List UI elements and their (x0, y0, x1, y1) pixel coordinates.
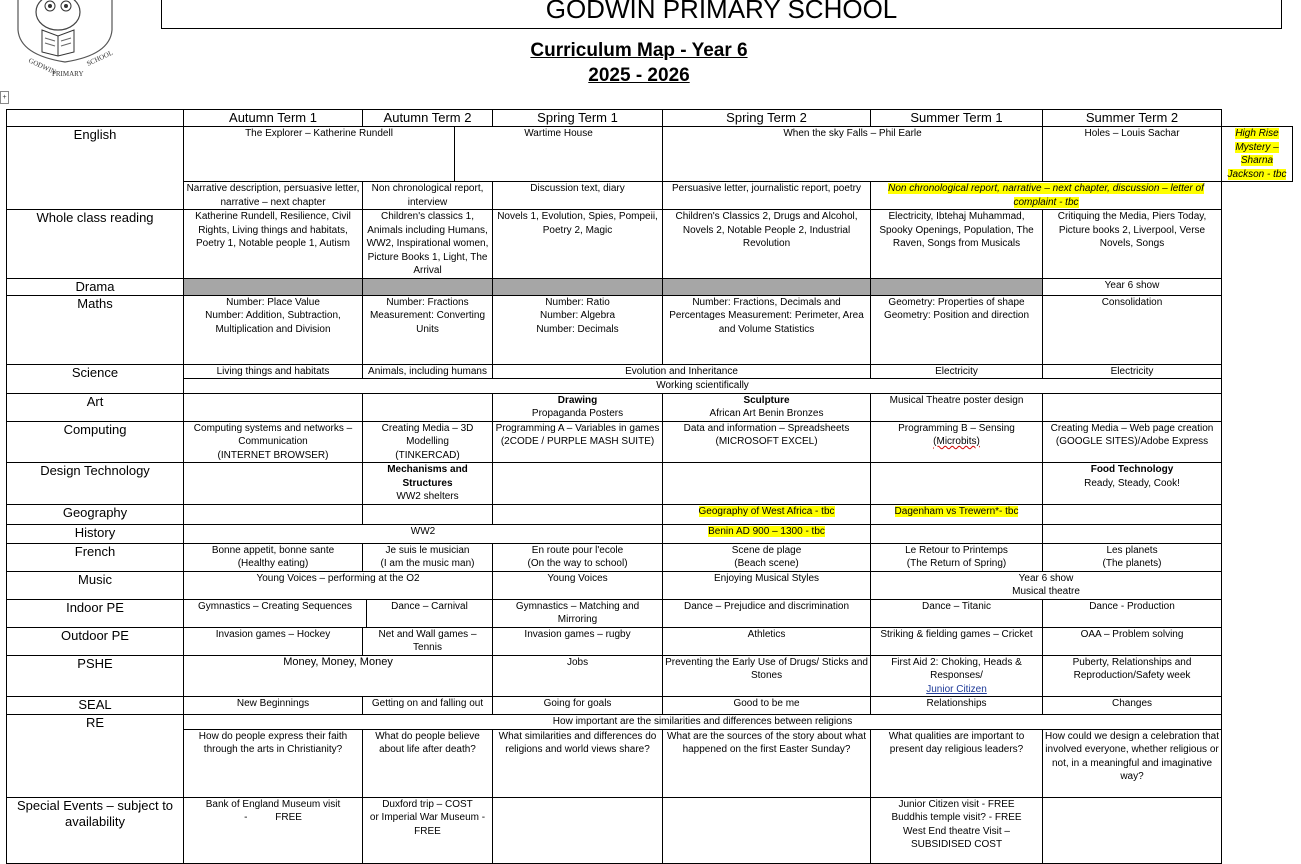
english-writing-highlighted: Non chronological report, narrative – next chapter, discussion – letter of complaint - tbc (871, 182, 1222, 210)
svg-text:SCHOOL: SCHOOL (85, 48, 115, 68)
art-cell: Sculpture African Art Benin Bronzes (663, 393, 871, 421)
french-cell: En route pour l'ecole (On the way to school) (493, 543, 663, 571)
empty-cell (871, 524, 1043, 543)
empty-grey-cell (663, 278, 871, 295)
term-header: Spring Term 2 (663, 110, 871, 127)
outdoor-pe-cell: Striking & fielding games – Cricket (871, 627, 1043, 655)
empty-cell (1043, 524, 1222, 543)
seal-row (7, 697, 1293, 715)
indoor-pe-cell: Gymnastics – Matching and Mirroring (493, 599, 663, 627)
re-question: How do people express their faith through the arts in Christianity? (184, 729, 363, 797)
science-all-year-row (7, 379, 1293, 394)
re-question: What qualities are important to present day religious leaders? (871, 729, 1043, 797)
french-row (7, 543, 1293, 571)
indoor-pe-cell: Dance – Carnival (367, 599, 493, 627)
dt-cell: Mechanisms and Structures WW2 shelters (363, 463, 493, 505)
drama-cell: Year 6 show (1043, 278, 1222, 295)
events-cell: Junior Citizen visit - FREE Buddhis temple visit? - FREE West End theatre Visit – SUBSIDISED COST (871, 797, 1043, 863)
school-name: GODWIN PRIMARY SCHOOL (545, 0, 898, 24)
music-cell: Young Voices (493, 571, 663, 599)
art-row (7, 393, 1293, 421)
reading-cell: Children's Classics 2, Drugs and Alcohol, Novels 2, Notable People 2, Industrial Revolution (663, 210, 871, 279)
subject-label: Geography (7, 504, 184, 524)
pshe-cell: Preventing the Early Use of Drugs/ Sticks and Stones (663, 655, 871, 697)
pshe-cell: Jobs (493, 655, 663, 697)
science-cell: Animals, including humans (363, 364, 493, 379)
re-question: What similarities and differences do religions and world views share? (493, 729, 663, 797)
subject-label: History (7, 524, 184, 543)
empty-cell (184, 393, 363, 421)
empty-cell (493, 504, 663, 524)
geography-row (7, 504, 1293, 524)
english-writing: Non chronological report, interview (363, 182, 493, 210)
svg-text:PRIMARY: PRIMARY (52, 70, 84, 78)
term-header: Spring Term 1 (493, 110, 663, 127)
outdoor-pe-cell: Athletics (663, 627, 871, 655)
curriculum-table (6, 109, 1293, 864)
empty-cell (663, 463, 871, 505)
maths-cell: Number: Place Value Number: Addition, Subtraction, Multiplication and Division (184, 295, 363, 364)
english-book-highlighted: High Rise Mystery – Sharna Jackson - tbc (1222, 127, 1293, 182)
english-books-row (7, 127, 1293, 182)
page-title: Curriculum Map - Year 6 (530, 40, 748, 61)
term-header: Summer Term 2 (1043, 110, 1222, 127)
school-year: 2025 - 2026 (588, 65, 690, 86)
outdoor-pe-cell: OAA – Problem solving (1043, 627, 1222, 655)
english-book: Wartime House (455, 127, 663, 182)
dt-row (7, 463, 1293, 505)
maths-cell: Geometry: Properties of shape Geometry: Position and direction (871, 295, 1043, 364)
seal-cell: Going for goals (493, 697, 663, 715)
empty-cell (184, 504, 363, 524)
pshe-row (7, 655, 1293, 697)
re-theme-row (7, 715, 1293, 730)
geography-cell: Geography of West Africa - tbc (663, 504, 871, 524)
re-question: How could we design a celebration that involved everyone, whether religious or not, in a meaningful and imaginative way? (1043, 729, 1222, 797)
english-book: The Explorer – Katherine Rundell (184, 127, 455, 182)
science-cell: Working scientifically (184, 379, 1222, 394)
reading-cell: Children's classics 1, Animals including Humans, WW2, Inspirational women, Picture Books 1, Light, The Arrival (363, 210, 493, 279)
re-theme-cell: How important are the similarities and differences between religions (184, 715, 1222, 730)
seal-cell: Getting on and falling out (363, 697, 493, 715)
art-cell: Drawing Propaganda Posters (493, 393, 663, 421)
term-header-row (7, 110, 1293, 127)
empty-cell (1043, 797, 1222, 863)
term-header: Summer Term 1 (871, 110, 1043, 127)
subject-label: Art (7, 393, 184, 421)
computing-cell: Creating Media – Web page creation (GOOGLE SITES)/Adobe Express (1043, 421, 1222, 463)
reading-cell: Novels 1, Evolution, Spies, Pompeii, Poetry 2, Magic (493, 210, 663, 279)
events-cell: Duxford trip – COST or Imperial War Museum - FREE (363, 797, 493, 863)
subject-label: English (7, 127, 184, 210)
maths-row (7, 295, 1293, 364)
history-cell: Benin AD 900 – 1300 - tbc (663, 524, 871, 543)
empty-cell (363, 393, 493, 421)
english-writing-row (7, 182, 1293, 210)
term-header: Autumn Term 1 (184, 110, 363, 127)
computing-cell: Computing systems and networks – Communication (INTERNET BROWSER) (184, 421, 363, 463)
french-cell: Le Retour to Printemps (The Return of Spring) (871, 543, 1043, 571)
outdoor-pe-cell: Invasion games – Hockey (184, 627, 363, 655)
term-header: Autumn Term 2 (363, 110, 493, 127)
english-book: When the sky Falls – Phil Earle (663, 127, 1043, 182)
outdoor-pe-cell: Net and Wall games – Tennis (363, 627, 493, 655)
subject-label: Computing (7, 421, 184, 463)
computing-row (7, 421, 1293, 463)
outdoor-pe-row (7, 627, 1293, 655)
reading-cell: Katherine Rundell, Resilience, Civil Rights, Living things and habitats, Poetry 1, Notable people 1, Autism (184, 210, 363, 279)
empty-cell (493, 797, 663, 863)
events-cell: Bank of England Museum visit - FREE (184, 797, 363, 863)
music-row (7, 571, 1293, 599)
empty-cell (663, 797, 871, 863)
re-question: What do people believe about life after death? (363, 729, 493, 797)
indoor-pe-cell: Dance - Production (1043, 599, 1222, 627)
drama-row (7, 278, 1293, 295)
subject-label: Design Technology (7, 463, 184, 505)
english-writing: Narrative description, persuasive letter, narrative – next chapter (184, 182, 363, 210)
subject-label: PSHE (7, 655, 184, 697)
english-writing: Discussion text, diary (493, 182, 663, 210)
dt-cell: Food Technology Ready, Steady, Cook! (1043, 463, 1222, 505)
subject-label: RE (7, 715, 184, 798)
indoor-pe-cell: Gymnastics – Creating Sequences (184, 599, 367, 627)
empty-grey-cell (363, 278, 493, 295)
reading-row (7, 210, 1293, 279)
re-question: What are the sources of the story about what happened on the first Easter Sunday? (663, 729, 871, 797)
art-cell: Musical Theatre poster design (871, 393, 1043, 421)
subject-label: Indoor PE (7, 599, 184, 627)
maths-cell: Number: Fractions, Decimals and Percentages Measurement: Perimeter, Area and Volume Statistics (663, 295, 871, 364)
subject-label: Music (7, 571, 184, 599)
english-writing: Persuasive letter, journalistic report, poetry (663, 182, 871, 210)
science-row (7, 364, 1293, 379)
science-cell: Living things and habitats (184, 364, 363, 379)
table-move-handle[interactable]: + (0, 91, 9, 104)
french-cell: Scene de plage (Beach scene) (663, 543, 871, 571)
empty-grey-cell (493, 278, 663, 295)
computing-cell: Data and information – Spreadsheets (MICROSOFT EXCEL) (663, 421, 871, 463)
french-cell: Les planets (The planets) (1043, 543, 1222, 571)
history-row (7, 524, 1293, 543)
empty-cell (1043, 393, 1222, 421)
empty-cell (363, 504, 493, 524)
geography-cell: Dagenham vs Trewern*- tbc (871, 504, 1043, 524)
pshe-cell: Money, Money, Money (184, 655, 493, 697)
english-book: Holes – Louis Sachar (1043, 127, 1222, 182)
science-cell: Electricity (871, 364, 1043, 379)
empty-grey-cell (184, 278, 363, 295)
events-row (7, 797, 1293, 863)
pshe-cell: First Aid 2: Choking, Heads & Responses/ Junior Citizen (871, 655, 1043, 697)
subject-label: Drama (7, 278, 184, 295)
french-cell: Je suis le musician (I am the music man) (363, 543, 493, 571)
computing-cell: Programming B – Sensing (Microbits) (871, 421, 1043, 463)
subject-label: Maths (7, 295, 184, 364)
subject-label: Special Events – subject to availability (7, 797, 184, 863)
maths-cell: Number: Ratio Number: Algebra Number: Decimals (493, 295, 663, 364)
science-cell: Evolution and Inheritance (493, 364, 871, 379)
empty-cell (871, 463, 1043, 505)
empty-grey-cell (871, 278, 1043, 295)
seal-cell: New Beginnings (184, 697, 363, 715)
corner-cell (7, 110, 184, 127)
reading-cell: Electricity, Ibtehaj Muhammad, Spooky Openings, Population, The Raven, Songs from Musicals (871, 210, 1043, 279)
empty-cell (493, 463, 663, 505)
indoor-pe-cell: Dance – Titanic (871, 599, 1043, 627)
computing-cell: Creating Media – 3D Modelling (TINKERCAD) (363, 421, 493, 463)
music-cell: Young Voices – performing at the O2 (184, 571, 493, 599)
science-cell: Electricity (1043, 364, 1222, 379)
empty-cell (184, 463, 363, 505)
music-cell: Year 6 show Musical theatre (871, 571, 1222, 599)
maths-cell: Consolidation (1043, 295, 1222, 364)
empty-cell (1043, 504, 1222, 524)
history-cell: WW2 (184, 524, 663, 543)
indoor-pe-row (7, 599, 1293, 627)
music-cell: Enjoying Musical Styles (663, 571, 871, 599)
svg-text:GODWIN: GODWIN (27, 56, 57, 77)
subject-label: French (7, 543, 184, 571)
french-cell: Bonne appetit, bonne sante (Healthy eating) (184, 543, 363, 571)
subject-label: Outdoor PE (7, 627, 184, 655)
computing-cell: Programming A – Variables in games (2CODE / PURPLE MASH SUITE) (493, 421, 663, 463)
subject-label: SEAL (7, 697, 184, 715)
reading-cell: Critiquing the Media, Piers Today, Picture books 2, Liverpool, Verse Novels, Songs (1043, 210, 1222, 279)
seal-cell: Changes (1043, 697, 1222, 715)
seal-cell: Good to be me (663, 697, 871, 715)
outdoor-pe-cell: Invasion games – rugby (493, 627, 663, 655)
pshe-cell: Puberty, Relationships and Reproduction/Safety week (1043, 655, 1222, 697)
seal-cell: Relationships (871, 697, 1043, 715)
subject-label: Whole class reading (7, 210, 184, 279)
indoor-pe-cell: Dance – Prejudice and discrimination (663, 599, 871, 627)
maths-cell: Number: Fractions Measurement: Converting Units (363, 295, 493, 364)
subject-label: Science (7, 364, 184, 393)
school-name-box (161, 0, 1282, 29)
